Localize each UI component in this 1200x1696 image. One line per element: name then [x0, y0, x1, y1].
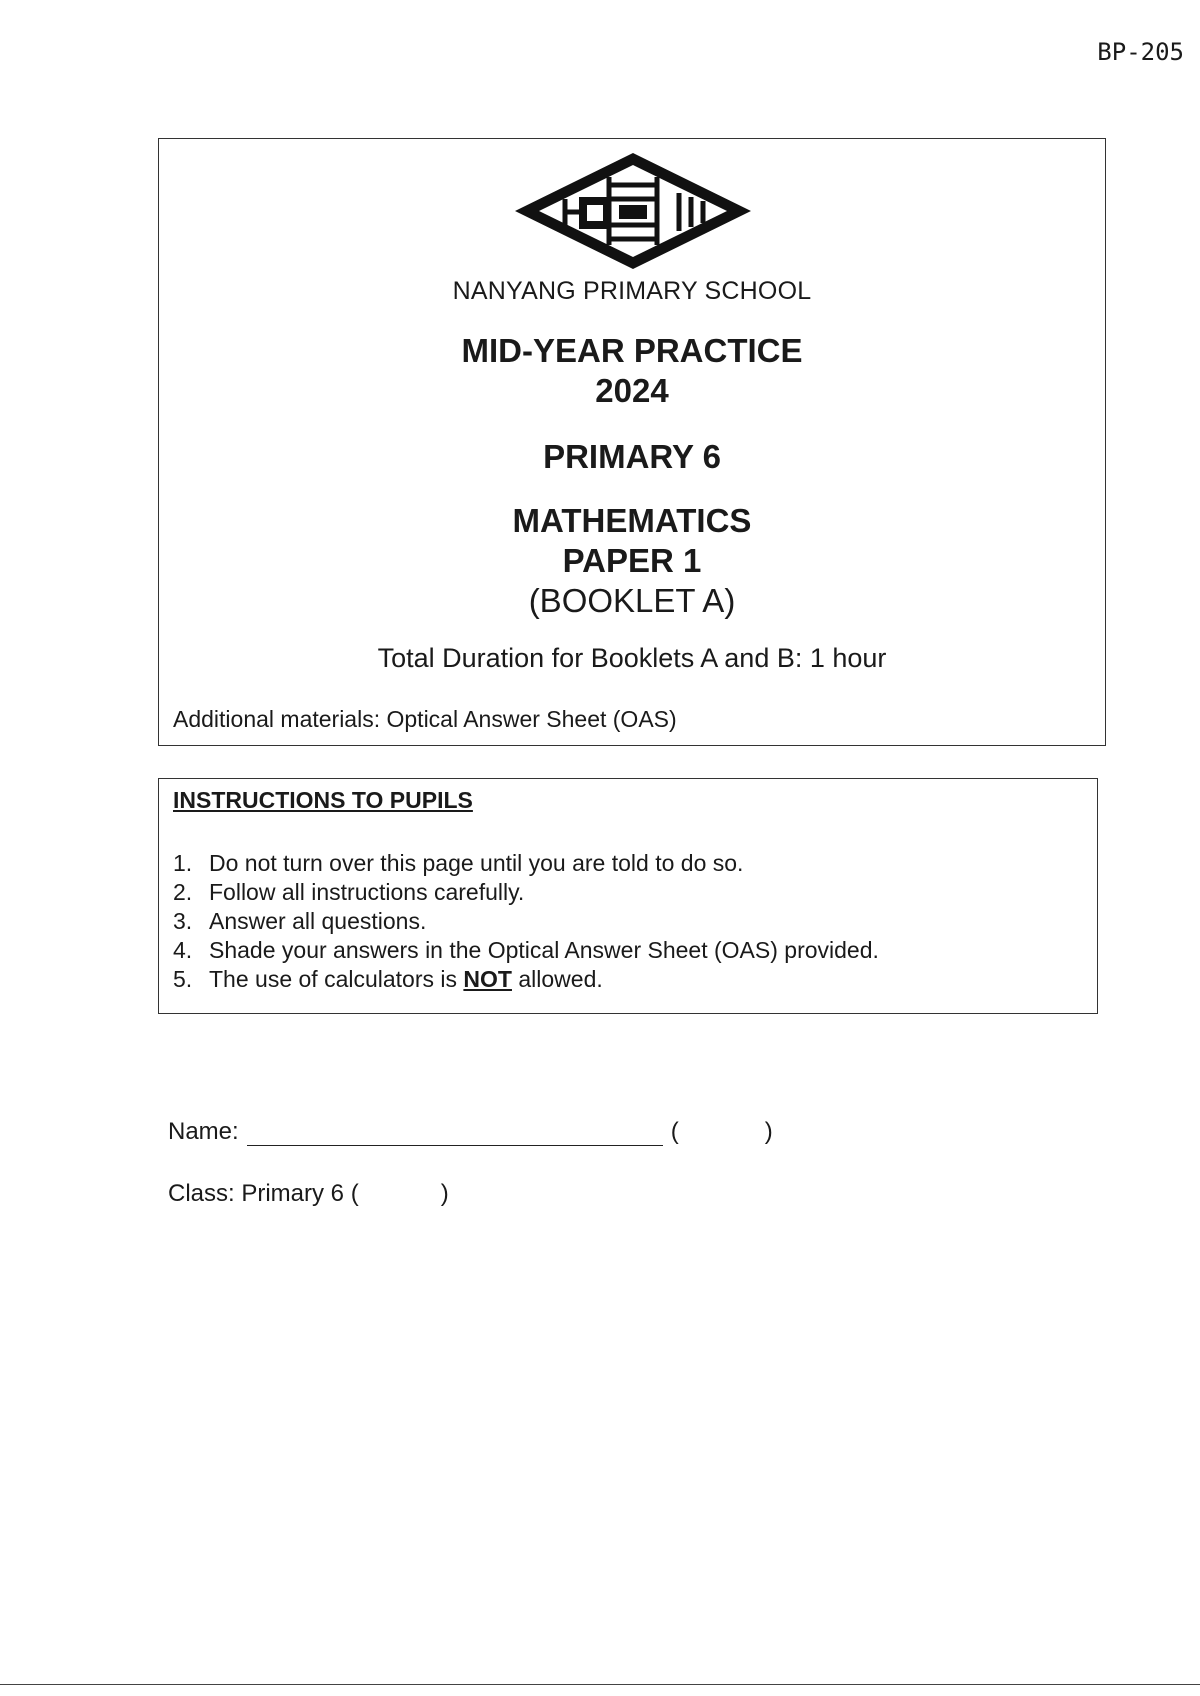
booklet-heading: (BOOKLET A) [528, 582, 736, 619]
instruction-item [173, 965, 879, 994]
instruction-number: 2. [173, 879, 193, 905]
level-heading: PRIMARY 6 [543, 438, 721, 475]
register-number-open-paren: ( [670, 1118, 679, 1145]
instruction-item [173, 936, 879, 965]
instruction-number: 5. [173, 966, 193, 992]
instruction-text: allowed. [518, 966, 603, 992]
name-field-row [168, 1118, 773, 1146]
instruction-item [173, 907, 879, 936]
school-logo [511, 149, 755, 273]
instructions-title: INSTRUCTIONS TO PUPILS [173, 787, 473, 813]
register-number-close-paren: ) [764, 1118, 773, 1145]
instruction-text: Shade your answers in the Optical Answer Sheet (OAS) provided. [209, 937, 879, 963]
instruction-emphasis: NOT [463, 966, 512, 992]
name-label: Name: [168, 1118, 239, 1145]
name-blank-line[interactable] [247, 1121, 663, 1146]
class-close-paren: ) [440, 1180, 449, 1207]
school-name: NANYANG PRIMARY SCHOOL [452, 277, 812, 305]
cover-box [158, 138, 1106, 746]
instruction-item [173, 878, 879, 907]
instruction-number: 4. [173, 937, 193, 963]
instructions-box [158, 778, 1098, 1014]
exam-title: MID-YEAR PRACTICE [461, 332, 803, 369]
instruction-number: 1. [173, 850, 193, 876]
instruction-item [173, 849, 879, 878]
instruction-text: Answer all questions. [209, 908, 427, 934]
duration-text: Total Duration for Booklets A and B: 1 hour [377, 643, 887, 673]
instruction-number: 3. [173, 908, 193, 934]
bottom-rule [0, 1684, 1200, 1685]
instructions-list [173, 849, 879, 994]
instruction-text: Follow all instructions carefully. [209, 879, 525, 905]
paper-heading: PAPER 1 [562, 542, 702, 579]
instruction-text: The use of calculators is [209, 966, 458, 992]
subject-heading: MATHEMATICS [512, 502, 752, 539]
class-field-row [168, 1180, 449, 1208]
page-code: BP-205 [1097, 38, 1184, 66]
materials-text: Additional materials: Optical Answer Sheet (OAS) [173, 706, 677, 732]
exam-year: 2024 [595, 372, 669, 409]
class-label: Class: Primary 6 ( [168, 1180, 359, 1207]
instruction-text: Do not turn over this page until you are told to do so. [209, 850, 744, 876]
